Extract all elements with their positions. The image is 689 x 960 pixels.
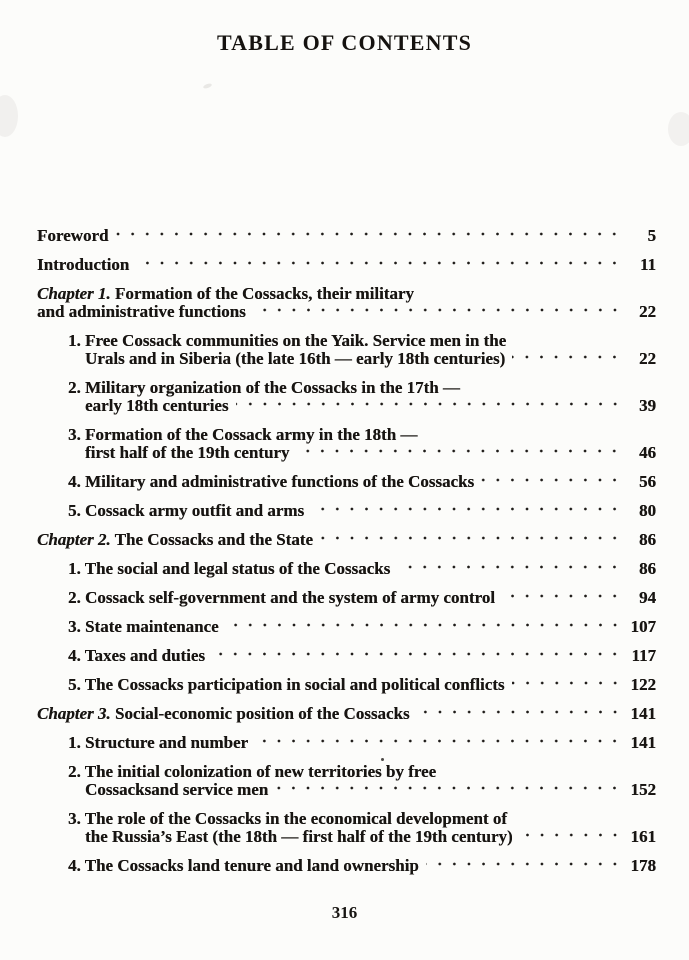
toc-text: Cossacksand service men [85, 780, 269, 799]
toc-line [37, 227, 656, 245]
toc-line [68, 379, 656, 397]
toc-text: early 18th centuries [85, 396, 229, 415]
toc-entry [37, 473, 656, 491]
toc-line [68, 426, 656, 444]
toc-entry [37, 647, 656, 665]
dot-leader [275, 781, 625, 799]
toc-text: 4. Taxes and duties [68, 646, 205, 665]
toc-line [85, 828, 656, 846]
toc-text: 1. Structure and number [68, 733, 249, 752]
toc-text: 2. The initial colonization of new territories by free [68, 762, 437, 781]
toc-entry [37, 676, 656, 694]
toc-entry [37, 379, 656, 415]
scan-smudge [668, 112, 689, 146]
toc-text: 2. Cossack self-government and the system of army control [68, 588, 495, 607]
toc-page-number: 86 [639, 559, 656, 578]
toc-text: 1. The social and legal status of the Cossacks [68, 559, 391, 578]
dot-leader [512, 676, 625, 694]
toc-line [68, 647, 656, 665]
toc-text: Urals and in Siberia (the late 16th — early 18th centuries) [85, 349, 506, 368]
dot-leader [426, 857, 625, 875]
toc-page-number: 107 [630, 617, 656, 636]
toc-entry [37, 618, 656, 636]
toc-entry [37, 332, 656, 368]
dot-leader [115, 227, 625, 245]
toc-page-number: 141 [630, 704, 656, 723]
dot-leader [255, 734, 625, 752]
toc-text: first half of the 19th century [85, 443, 290, 462]
toc-entry [37, 589, 656, 607]
toc-entry [37, 285, 656, 321]
toc-text: 2. Military organization of the Cossacks in the 17th — [68, 378, 460, 397]
toc-entry [37, 531, 656, 549]
toc-list [37, 227, 656, 886]
toc-entry [37, 560, 656, 578]
toc-entry [37, 426, 656, 462]
toc-entry [37, 857, 656, 875]
dot-leader [502, 589, 625, 607]
toc-line [68, 857, 656, 875]
toc-text: and administrative functions [37, 302, 246, 321]
dot-leader [512, 350, 625, 368]
toc-text: 3. Formation of the Cossack army in the 18th — [68, 425, 418, 444]
toc-line [68, 502, 656, 520]
dot-leader [226, 618, 625, 636]
dot-leader [417, 705, 625, 723]
toc-text: Chapter 1. Formation of the Cossacks, their military [37, 284, 414, 303]
toc-page-number: 117 [631, 646, 656, 665]
toc-line [68, 560, 656, 578]
dot-leader [320, 531, 625, 549]
toc-page-number: 22 [639, 349, 656, 368]
toc-page-number: 122 [630, 675, 656, 694]
toc-page-number: 22 [639, 302, 656, 321]
toc-line [85, 397, 656, 415]
toc-page-number: 46 [639, 443, 656, 462]
dot-leader [520, 828, 625, 846]
toc-line [68, 618, 656, 636]
scan-smudge [0, 95, 18, 137]
toc-text: Chapter 2. The Cossacks and the State [37, 530, 313, 549]
dot-leader [296, 444, 625, 462]
toc-text: 3. State maintenance [68, 617, 219, 636]
toc-text: 1. Free Cossack communities on the Yaik. Service men in the [68, 331, 507, 350]
toc-line [37, 705, 656, 723]
dot-leader [253, 303, 625, 321]
chapter-label: Chapter 2. [37, 530, 111, 549]
toc-entry [37, 227, 656, 245]
toc-line [85, 350, 656, 368]
page-title: TABLE OF CONTENTS [216, 30, 473, 55]
toc-page-number: 178 [630, 856, 656, 875]
toc-entry [37, 810, 656, 846]
toc-entry [37, 734, 656, 752]
toc-page-number: 161 [630, 827, 656, 846]
chapter-label: Chapter 3. [37, 704, 111, 723]
toc-line [68, 734, 656, 752]
toc-text: 4. The Cossacks land tenure and land ownership [68, 856, 419, 875]
toc-line [68, 810, 656, 828]
toc-entry [37, 256, 656, 274]
toc-text: Chapter 3. Social-economic position of the Cossacks [37, 704, 410, 723]
toc-text: 3. The role of the Cossacks in the economical development of [68, 809, 507, 828]
toc-line [68, 763, 656, 781]
toc-text: Introduction [37, 255, 130, 274]
dot-leader [311, 502, 625, 520]
scan-artifact-dot [381, 758, 384, 761]
toc-text: 5. The Cossacks participation in social and political conflicts [68, 675, 505, 694]
toc-line [68, 332, 656, 350]
toc-text: 4. Military and administrative functions of the Cossacks [68, 472, 475, 491]
toc-entry [37, 763, 656, 799]
toc-page-number: 152 [630, 780, 656, 799]
toc-entry [37, 705, 656, 723]
toc-line [68, 589, 656, 607]
toc-line [85, 781, 656, 799]
toc-line [37, 303, 656, 321]
toc-line [68, 473, 656, 491]
toc-page-number: 80 [639, 501, 656, 520]
toc-line [37, 285, 656, 303]
dot-leader [136, 256, 625, 274]
toc-page-number: 11 [639, 255, 656, 274]
dot-leader [236, 397, 625, 415]
toc-page-number: 5 [647, 226, 656, 245]
toc-line [37, 531, 656, 549]
toc-line [85, 444, 656, 462]
toc-text: 5. Cossack army outfit and arms [68, 501, 305, 520]
toc-page-number: 94 [639, 588, 656, 607]
dot-leader [397, 560, 625, 578]
toc-page-number: 56 [639, 472, 656, 491]
dot-leader [481, 473, 625, 491]
toc-text: the Russia’s East (the 18th — first half of the 19th century) [85, 827, 513, 846]
toc-line [68, 676, 656, 694]
toc-entry [37, 502, 656, 520]
scan-smudge [203, 83, 213, 90]
toc-text: Foreword [37, 226, 109, 245]
toc-line [37, 256, 656, 274]
chapter-label: Chapter 1. [37, 284, 111, 303]
page-number: 316 [331, 903, 358, 922]
dot-leader [212, 647, 625, 665]
toc-page-number: 39 [639, 396, 656, 415]
toc-page-number: 141 [630, 733, 656, 752]
toc-page-number: 86 [639, 530, 656, 549]
